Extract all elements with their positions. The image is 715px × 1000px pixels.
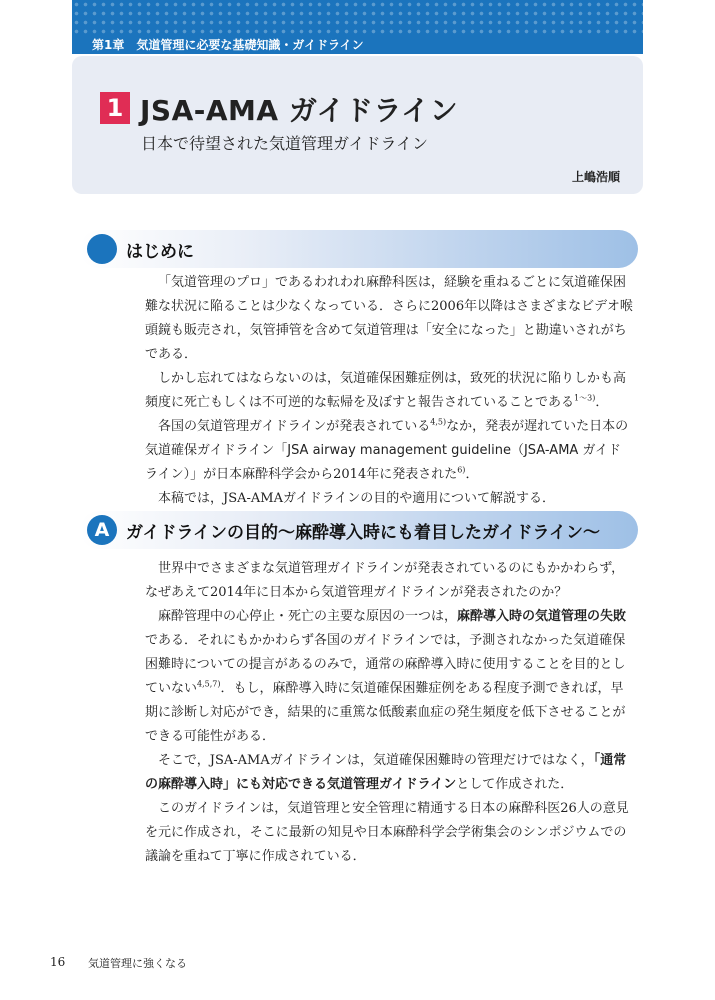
- guideline-name: JSA airway management guideline（JSA-AMA ガイドライン）: [145, 443, 622, 482]
- paragraph: 世界中でさまざまな気道管理ガイドラインが発表されているのにもかかわらず，なぜあえて2014年に日本から気道管理ガイドラインが発表されたのか？: [145, 561, 625, 600]
- section-title-a: ガイドラインの目的～麻酔導入時にも着目したガイドライン～: [126, 523, 600, 543]
- section-marker-a: A: [87, 515, 117, 545]
- emphasis: 麻酔導入時の気道管理の失敗: [457, 609, 627, 624]
- paragraph: 麻酔管理中の心停止・死亡の主要な原因の一つは，麻酔導入時の気道管理の失敗である．それにもかかわらず各国のガイドラインでは，予測されなかった気道確保困難時についての提言があるのみで，通常の麻酔導入時に使用することを目的としていない$^{4,5,7)}$．もし，麻酔導入時に気道確保困難症例をある程度予測できれば，早期に診断し対応ができ，結果的に重篤な低酸素血症の発生頻度を低下させることができる可能性がある．: [145, 609, 627, 744]
- book-title: 気道管理に強くなる: [88, 957, 187, 970]
- article-title: JSA-AMA ガイドライン: [140, 94, 459, 127]
- author-name: 上嶋浩順: [571, 170, 620, 184]
- section-title-intro: はじめに: [126, 242, 194, 262]
- paragraph: 「気道管理のプロ」であるわれわれ麻酔科医は，経験を重ねるごとに気道確保困難な状況に陥ることは少なくなっている．さらに2006年以降はさまざまなビデオ喉頭鏡も販売され，気管挿管を含めて気道管理は「安全になった」と勘違いされがちである．: [145, 275, 633, 362]
- paragraph: そこで，JSA-AMAガイドラインは，気道確保困難時の管理だけではなく，「通常の麻酔導入時」にも対応できる気道管理ガイドラインとして作成された．: [145, 753, 627, 792]
- paragraph: 本稿では，JSA-AMAガイドラインの目的や適用について解説する．: [158, 491, 555, 506]
- paragraph: 各国の気道管理ガイドラインが発表されている$^{4,5)}$なか，発表が遅れていた日本の気道確保ガイドライン「JSA airway management guideline（JSA-AMA ガイドライン）」が日本麻酔科学会から2014年に発表された$^{6)}$．: [145, 417, 629, 482]
- page-number: 16: [50, 955, 66, 969]
- section-body-intro: [145, 271, 633, 511]
- citation: 4,5): [430, 417, 447, 427]
- article-subtitle: 日本で待望された気道管理ガイドライン: [141, 134, 429, 153]
- emphasis: 「通常の麻酔導入時」にも対応できる気道管理ガイドライン: [145, 753, 627, 792]
- chapter-header: 第1章 気道管理に必要な基礎知識・ガイドライン: [72, 36, 643, 54]
- citation: 6): [457, 465, 466, 475]
- paragraph: このガイドラインは，気道管理と安全管理に精通する日本の麻酔科医26人の意見を元に作成され，そこに最新の知見や日本麻酔科学会学術集会のシンポジウムでの議論を重ねて丁寧に作成されている．: [145, 801, 629, 864]
- paragraph: しかし忘れてはならないのは，気道確保困難症例は，致死的状況に陥りしかも高頻度に死亡もしくは不可逆的な転帰を及ぼすと報告されていることである$^{1\sim 3)}$．: [145, 371, 627, 410]
- section-marker-intro: [87, 234, 117, 264]
- section-body-a: [145, 557, 633, 869]
- citation: 1～3): [574, 393, 596, 403]
- citation: 4,5,7): [197, 679, 221, 689]
- article-number: 1: [100, 92, 130, 124]
